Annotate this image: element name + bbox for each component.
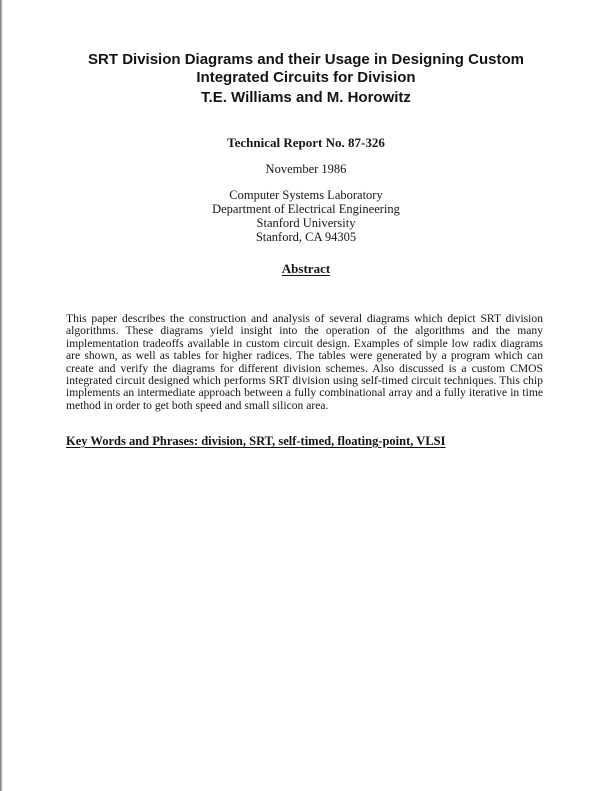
affiliation-location: Stanford, CA 94305 bbox=[255, 230, 357, 244]
report-number: Technical Report No. 87-326 bbox=[227, 135, 385, 150]
affiliation-department: Department of Electrical Engineering bbox=[212, 202, 400, 216]
title-line-1: SRT Division Diagrams and their Usage in Designing Custom bbox=[88, 51, 524, 68]
abstract-heading bbox=[0, 262, 612, 276]
abstract-body: This paper describes the construction and analysis of several diagrams which depict SRT division algorithms. These diagrams yield insight into the operation of the algorithms and the many implementation tradeoffs available in custom circuit design. Examples of simple low radix diagrams are shown, as well as tables for higher radices. The tables were generated by a program which can create and verify the diagrams for different division schemes. Also discussed is a custom CMOS integrated circuit designed which performs SRT division using self-timed circuit techniques. This chip implements an intermediate approach between a fully combinational array and a fully iterative in time method in order to get both speed and small silicon area. bbox=[66, 312, 543, 412]
abstract-heading-text: Abstract bbox=[281, 261, 331, 276]
report-date: November 1986 bbox=[265, 162, 347, 176]
keywords: Key Words and Phrases: division, SRT, self-timed, floating-point, VLSI bbox=[66, 434, 446, 448]
title-line-2: Integrated Circuits for Division bbox=[196, 69, 416, 86]
page-left-edge-shadow bbox=[0, 0, 3, 791]
affiliation-lab: Computer Systems Laboratory bbox=[229, 188, 383, 202]
authors: T.E. Williams and M. Horowitz bbox=[201, 89, 411, 106]
affiliation-university: Stanford University bbox=[256, 216, 356, 230]
